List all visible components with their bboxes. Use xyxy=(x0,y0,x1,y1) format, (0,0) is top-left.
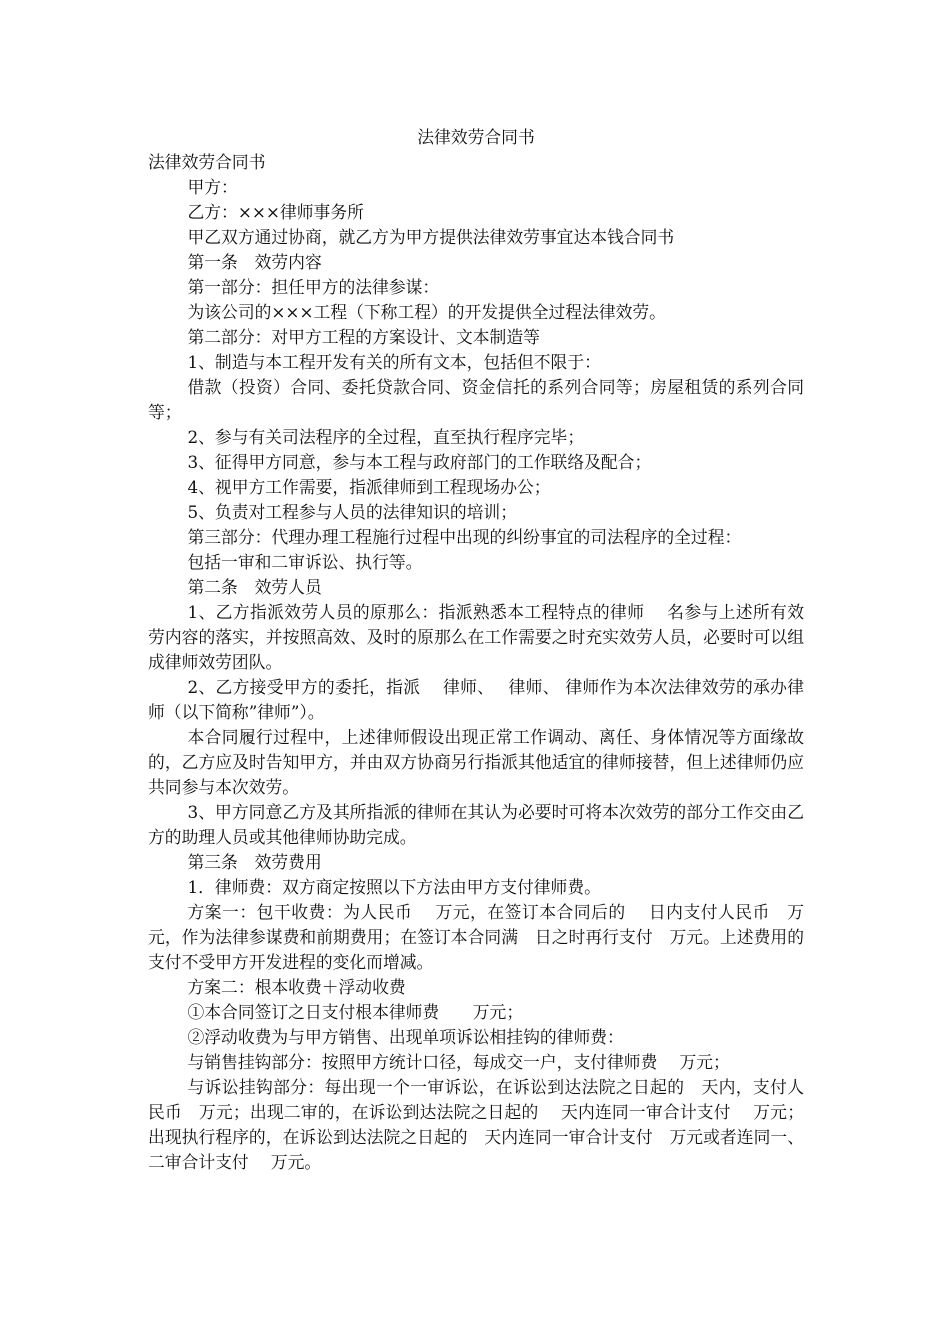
document-subtitle: 法律效劳合同书 xyxy=(148,152,266,172)
paragraph: ②浮动收费为与甲方销售、出现单项诉讼相挂钩的律师费： xyxy=(187,1027,624,1047)
paragraph: ①本合同签订之日支付根本律师费 万元； xyxy=(187,1002,524,1022)
paragraph: 1．律师费：双方商定按照以下方法由甲方支付律师费。 xyxy=(187,877,601,897)
paragraph: 与诉讼挂钩部分：每出现一个一审诉讼，在诉讼到达法院之日起的 天内，支付人民币 万元；出现二审的，在诉讼到达法院之日起的 天内连同一审合计支付 万元；出现执行程序的，在诉讼到达法院之日起的 天内连同一审合计支付 万元或者连同一、二审合计支付 万元。 xyxy=(148,1077,804,1172)
paragraph: 本合同履行过程中，上述律师假设出现正常工作调动、离任、身体情况等方面缘故的，乙方应及时告知甲方，并由双方协商另行指派其他适宜的律师接替，但上述律师仍应共同参与本次效劳。 xyxy=(148,727,804,797)
article-2-heading: 第二条 效劳人员 xyxy=(187,577,322,597)
paragraph: 第二部分：对甲方工程的方案设计、文本制造等 xyxy=(187,327,540,347)
paragraph: 5、负责对工程参与人员的法律知识的培训； xyxy=(187,502,517,522)
paragraph-agreement-intro: 甲乙双方通过协商，就乙方为甲方提供法律效劳事宜达本钱合同书 xyxy=(187,227,675,247)
paragraph: 与销售挂钩部分：按照甲方统计口径，每成交一户，支付律师费 万元； xyxy=(187,1052,730,1072)
paragraph: 借款（投资）合同、委托贷款合同、资金信托的系列合同等；房屋租赁的系列合同等； xyxy=(148,377,804,422)
article-3-heading: 第三条 效劳费用 xyxy=(187,852,322,872)
paragraph: 2、乙方接受甲方的委托，指派 律师、 律师、 律师作为本次法律效劳的承办律师（以下简称”律师”）。 xyxy=(148,677,804,722)
paragraph: 2、参与有关司法程序的全过程，直至执行程序完毕； xyxy=(187,427,585,447)
paragraph: 3、征得甲方同意，参与本工程与政府部门的工作联络及配合； xyxy=(187,452,652,472)
paragraph: 4、视甲方工作需要，指派律师到工程现场办公； xyxy=(187,477,551,497)
paragraph-party-b: 乙方：×××律师事务所 xyxy=(187,202,364,222)
document-page xyxy=(148,125,804,1175)
document-title: 法律效劳合同书 xyxy=(417,127,535,147)
article-1-heading: 第一条 效劳内容 xyxy=(187,252,322,272)
paragraph: 3、甲方同意乙方及其所指派的律师在其认为必要时可将本次效劳的部分工作交由乙方的助理人员或其他律师协助完成。 xyxy=(148,802,804,847)
paragraph: 包括一审和二审诉讼、执行等。 xyxy=(187,552,423,572)
paragraph-party-a: 甲方： xyxy=(187,177,238,197)
paragraph: 1、乙方指派效劳人员的原那么：指派熟悉本工程特点的律师 名参与上述所有效劳内容的落实，并按照高效、及时的原那么在工作需要之时充实效劳人员，必要时可以组成律师效劳团队。 xyxy=(148,602,804,672)
paragraph: 方案一：包干收费：为人民币 万元，在签订本合同后的 日内支付人民币 万元，作为法律参谋费和前期费用；在签订本合同满 日之时再行支付 万元。上述费用的支付不受甲方开发进程的变化而增减。 xyxy=(148,902,804,972)
paragraph: 方案二：根本收费＋浮动收费 xyxy=(187,977,406,997)
paragraph: 为该公司的×××工程（下称工程）的开发提供全过程法律效劳。 xyxy=(187,302,666,322)
paragraph: 1、制造与本工程开发有关的所有文本，包括但不限于： xyxy=(187,352,601,372)
paragraph: 第一部分：担任甲方的法律参谋： xyxy=(187,277,440,297)
paragraph: 第三部分：代理办理工程施行过程中出现的纠纷事宜的司法程序的全过程： xyxy=(187,527,742,547)
